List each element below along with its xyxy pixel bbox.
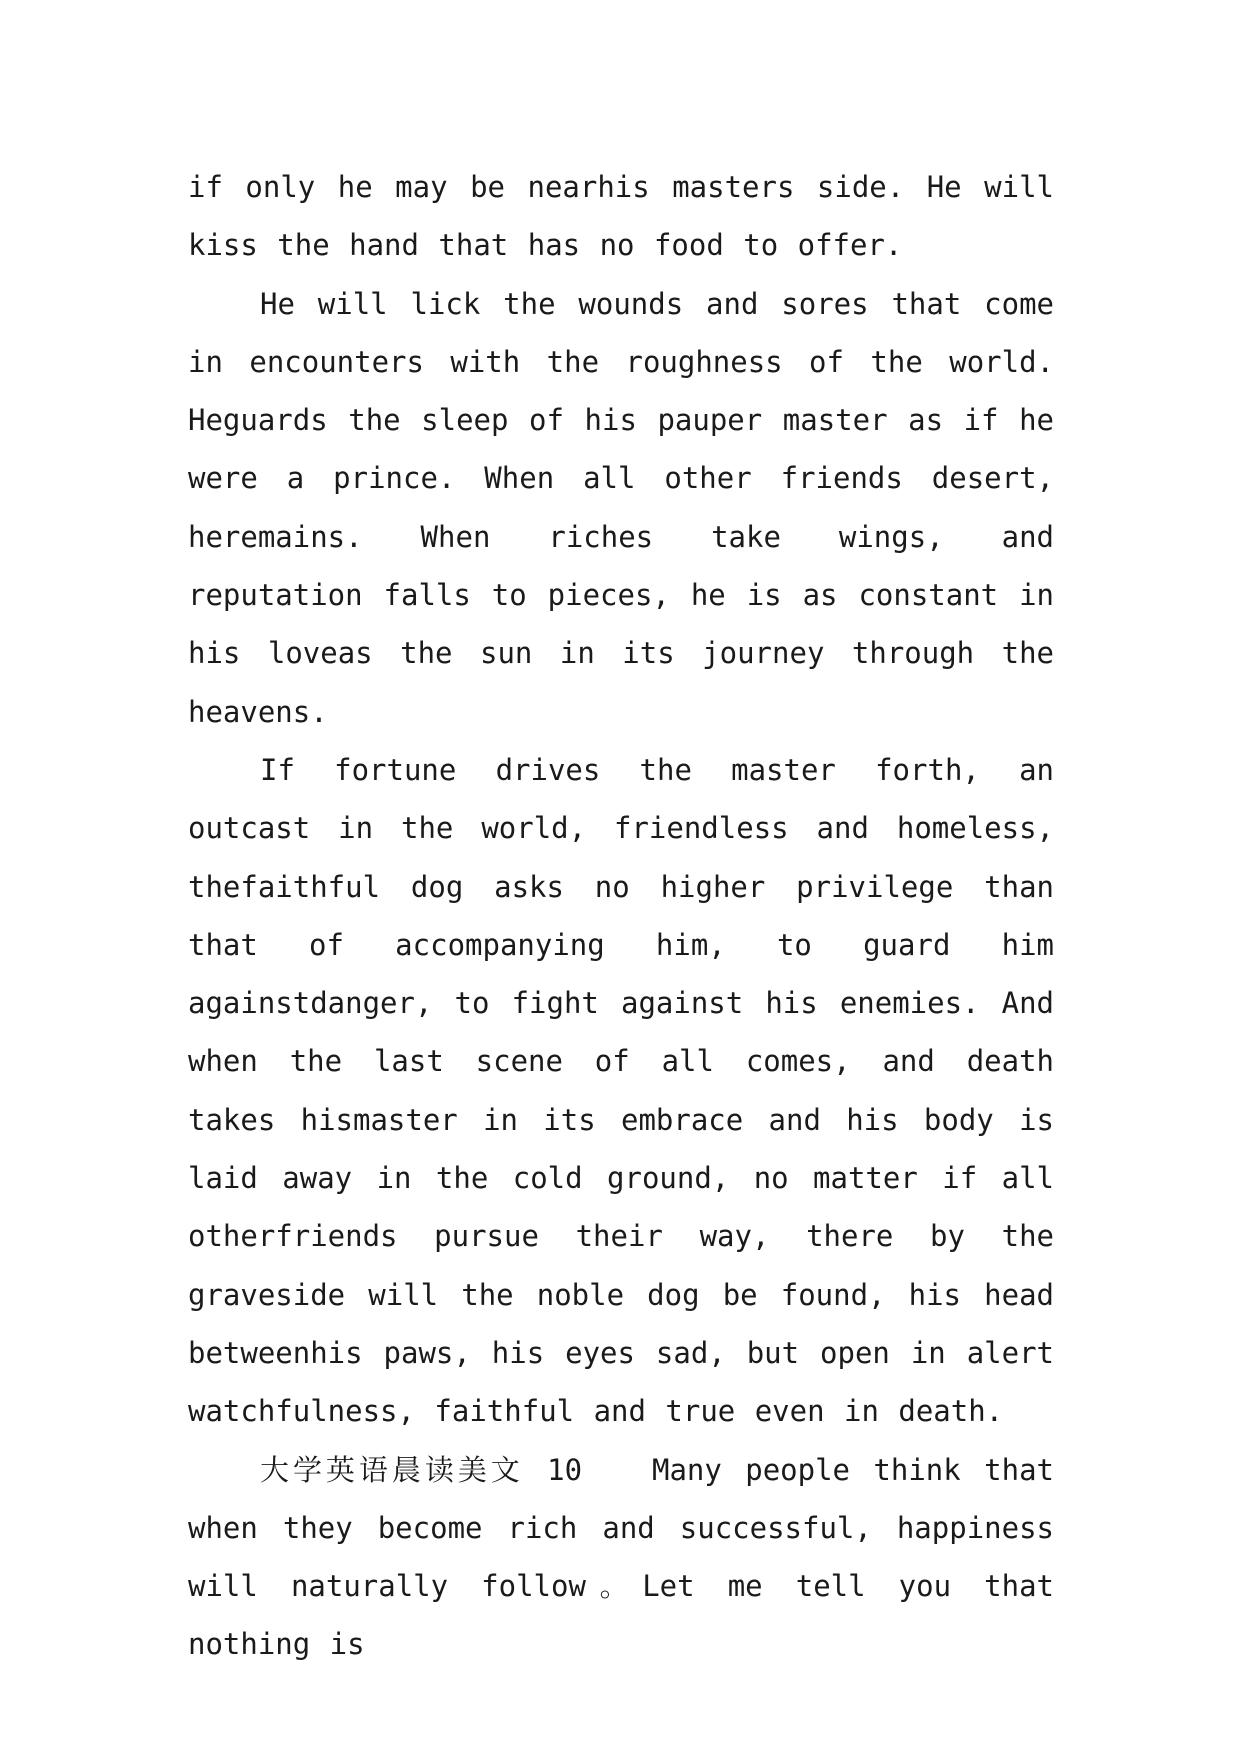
paragraph: If fortune drives the master forth, an outcast in the world, friendless and homeless, thefaithful dog asks no higher privilege than that of accompanying him, to guard him againstdanger, to fight against his enemies. And when the last scene of all comes, and death takes hismaster in its embrace and his body is laid away in the cold ground, no matter if all otherfriends pursue their way, there by the graveside will the noble dog be found, his head betweenhis paws, his eyes sad, but open in alert watchfulness, faithful and true even in death. — [188, 752, 1054, 1429]
paragraph: 大学英语晨读美文 10 Many people think that when they become rich and successful, happiness will naturally follow。Let me tell you that nothing is — [188, 1452, 1054, 1662]
body-text — [188, 158, 1054, 1674]
paragraph: if only he may be nearhis masters side. He will kiss the hand that has no food to offer. — [188, 170, 1054, 263]
paragraph: He will lick the wounds and sores that come in encounters with the roughness of the world. Heguards the sleep of his pauper master as if he were a prince. When all other friends desert, heremains. When riches take wings, and reputation falls to pieces, he is as constant in his loveas the sun in its journey through the heavens. — [188, 286, 1054, 729]
